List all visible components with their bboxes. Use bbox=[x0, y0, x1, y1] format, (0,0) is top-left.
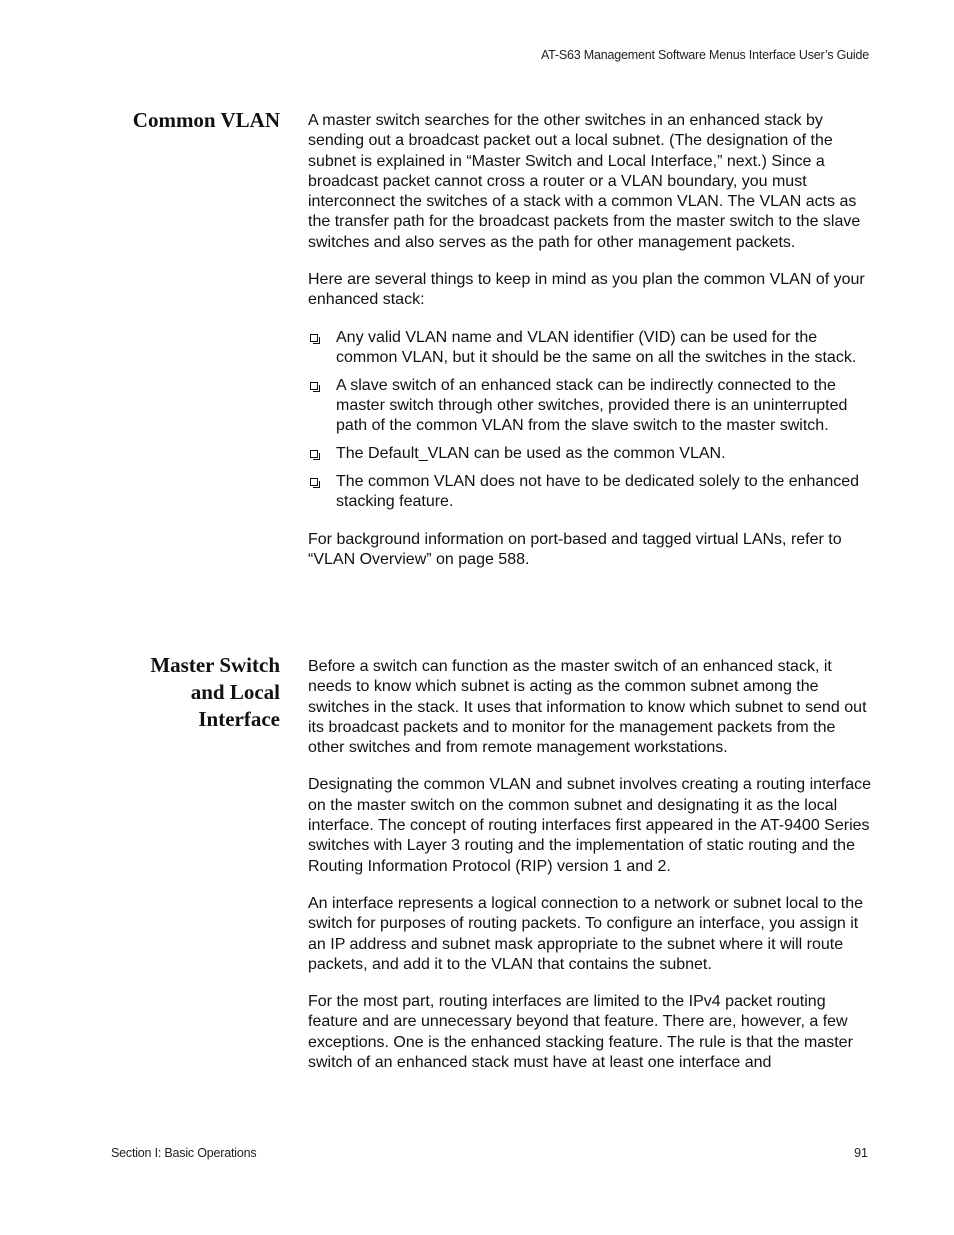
common-vlan-paragraph-2: Here are several things to keep in mind as you plan the common VLAN of your enhanced stack: bbox=[308, 271, 865, 309]
checkbox-bullet-icon bbox=[310, 450, 318, 458]
heading-master-switch bbox=[80, 652, 280, 733]
section-common-vlan bbox=[308, 111, 874, 587]
master-switch-paragraph-1: Before a switch can function as the master switch of an enhanced stack, it needs to know which subnet is acting as the common subnet among the switches in the stack. It uses that information to know which subnet to send out its broadcast packets and to monitor for the management packets from the other switches and from remote management workstations. bbox=[308, 658, 867, 757]
heading-common-vlan-text: Common VLAN bbox=[132, 108, 280, 132]
checkbox-bullet-icon bbox=[310, 334, 318, 342]
checkbox-bullet-icon bbox=[310, 382, 318, 390]
heading-master-switch-line-1: Master Switch bbox=[150, 653, 280, 677]
list-item bbox=[308, 444, 874, 464]
master-switch-paragraph-3: An interface represents a logical connection to a network or subnet local to the switch for purposes of routing packets. To configure an interface, you assign it an IP address and subnet mask appropriate to the subnet where it will route packets, and add it to the VLAN that contains the subnet. bbox=[308, 894, 863, 973]
master-switch-paragraph-4: For the most part, routing interfaces are limited to the IPv4 packet routing feature and are unnecessary beyond that feature. There are, however, a few exceptions. One is the enhanced stacking feature. The rule is that the master switch of an enhanced stack must have at least one interface and bbox=[308, 993, 853, 1072]
heading-master-switch-line-2: and Local bbox=[190, 680, 280, 704]
list-item-text: The common VLAN does not have to be dedicated solely to the enhanced stacking feature. bbox=[336, 472, 860, 511]
list-item-text: Any valid VLAN name and VLAN identifier (VID) can be used for the common VLAN, but it should be the same on all the switches in the stack. bbox=[336, 328, 857, 366]
heading-common-vlan bbox=[80, 107, 280, 134]
list-item-text: A slave switch of an enhanced stack can be indirectly connected to the master switch through other switches, provided there is an uninterrupted path of the common VLAN from the slave switch to the master switch. bbox=[336, 376, 848, 435]
footer-section: Section I: Basic Operations bbox=[111, 1146, 257, 1160]
common-vlan-paragraph-3: For background information on port-based and tagged virtual LANs, refer to “VLAN Overview” on page 588. bbox=[308, 530, 842, 568]
list-item-text: The Default_VLAN can be used as the common VLAN. bbox=[336, 445, 726, 463]
list-item bbox=[308, 328, 874, 369]
common-vlan-bullet-list bbox=[308, 328, 874, 513]
master-switch-paragraph-2: Designating the common VLAN and subnet involves creating a routing interface on the master switch on the common subnet and designating it as the local interface. The concept of routing interfaces first appeared in the AT-9400 Series switches with Layer 3 routing and the implementation of static routing and the Routing Information Protocol (RIP) version 1 and 2. bbox=[308, 776, 871, 875]
list-item bbox=[308, 472, 874, 513]
running-header: AT-S63 Management Software Menus Interface User’s Guide bbox=[540, 48, 869, 62]
page-number: 91 bbox=[854, 1146, 868, 1160]
list-item bbox=[308, 376, 874, 437]
checkbox-bullet-icon bbox=[310, 478, 318, 486]
common-vlan-paragraph-1: A master switch searches for the other switches in an enhanced stack by sending out a broadcast packet out a local subnet. (The designation of the subnet is explained in “Master Switch and Local Interface,” next.) Since a broadcast packet cannot cross a router or a VLAN boundary, you must interconnect the switches of a stack with a common VLAN. The VLAN acts as the transfer path for the broadcast packets from the master switch to the slave switches and also serves as the path for other management packets. bbox=[308, 112, 861, 251]
heading-master-switch-line-3: Interface bbox=[198, 707, 280, 731]
section-master-switch bbox=[308, 657, 874, 1090]
